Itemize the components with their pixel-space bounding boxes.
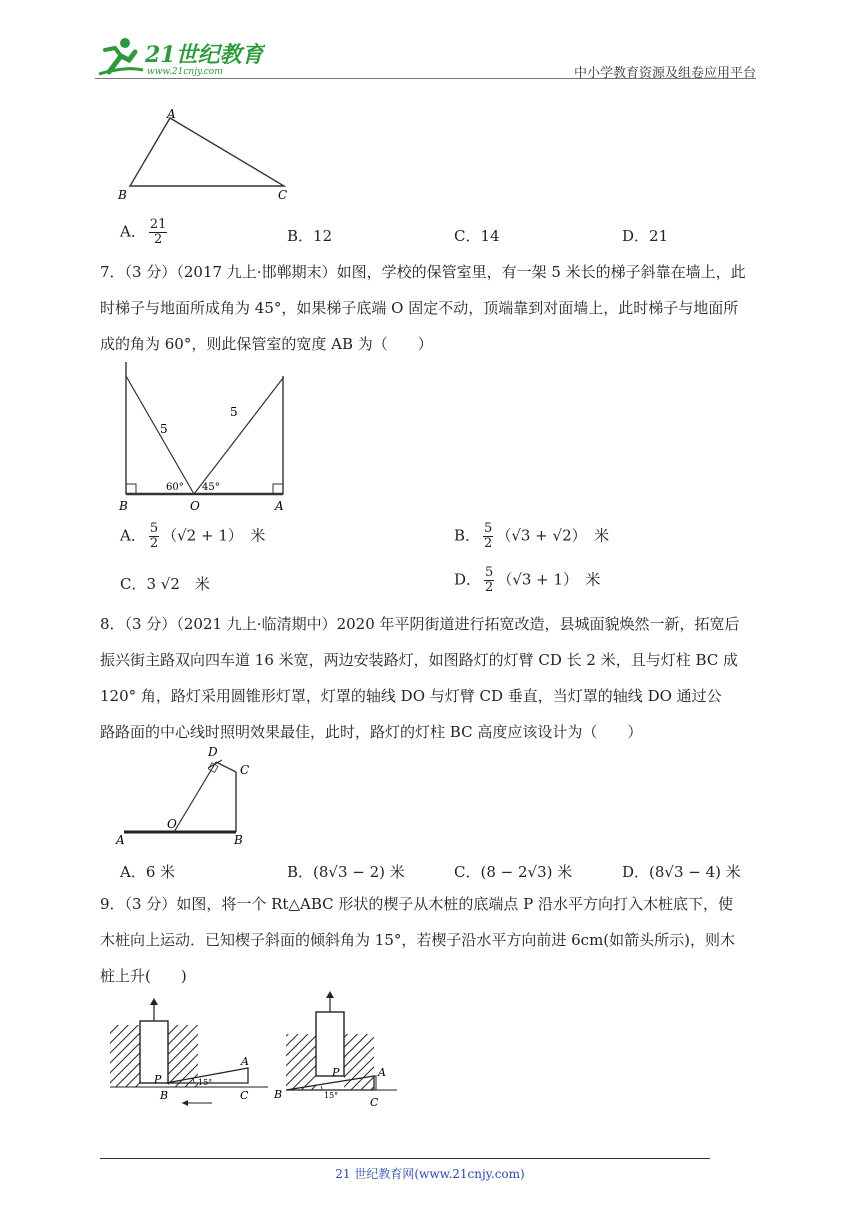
svg-text:C: C [240,1089,249,1102]
q7-option-a[interactable]: A． $\frac{5}{2}$ （√2 + 1） 米 [120,521,266,551]
label-c: C [278,188,288,202]
svg-text:B: B [119,499,128,513]
svg-text:C: C [370,1096,379,1109]
q8-stem: 8．（3 分）（2021 九上·临清期中）2020 年平阴街道进行拓宽改造，县城面貌焕然一新，拓宽后 振兴街主路双向四车道 16 米宽，两边安装路灯，如图路灯的灯臂 CD 长 2 米，且与灯柱 BC 成 120° 角，路灯采用圆锥形灯罩，灯罩的轴线 DO 与灯臂 CD 垂直，当灯罩的轴线 DO 通过公 路路面的中心线时照明效果最佳，此时，路灯的灯柱 BC 高度应该设计为（ ） [100,615,740,741]
svg-text:B: B [234,833,243,847]
svg-text:O: O [190,499,200,513]
q8-option-c[interactable]: C．(8 − 2√3) 米 [454,863,573,881]
logo-url-text: www.21cnjy.com [147,67,223,77]
svg-text:A: A [275,499,284,513]
svg-text:B: B [160,1089,169,1102]
runner-logo-icon [99,38,143,74]
q6-option-b[interactable]: B．12 [287,227,333,245]
label-b: B [118,188,127,202]
q8-option-b[interactable]: B．(8√3 − 2) 米 [287,863,405,881]
svg-text:B: B [274,1088,283,1101]
svg-text:45°: 45° [202,482,220,493]
svg-text:5: 5 [230,405,238,419]
svg-text:O: O [167,817,177,831]
q9-wedge-figure-1 [108,995,268,1114]
site-logo [95,34,265,80]
q6-triangle-figure [112,106,302,210]
footer-divider [100,1158,710,1159]
svg-text:15°: 15° [324,1091,339,1100]
label-a: A [167,107,176,121]
svg-text:P: P [332,1066,340,1079]
svg-text:A: A [116,833,125,847]
q9-stem: 9．（3 分）如图，将一个 Rt△ABC 形状的楔子从木桩的底端点 P 沿水平方向打入木桩底下，使 木桩向上运动．已知楔子斜面的倾斜角为 15°，若楔子沿水平方向前进 6cm(如箭头所示)，则木 桩上升( ) [100,895,735,985]
q6-option-a[interactable]: A． $\frac{21}{2}$ [120,217,167,247]
header-tagline: 中小学教育资源及组卷应用平台 [573,66,756,81]
svg-text:A: A [378,1066,386,1079]
q9-wedge-figure-2 [272,990,402,1114]
svg-text:P: P [154,1073,162,1086]
header-divider [95,78,756,79]
svg-text:A: A [241,1055,249,1068]
q6-option-d[interactable]: D．21 [622,227,669,245]
q8-option-a[interactable]: A．6 米 [120,863,176,881]
footer-link[interactable]: 21 世纪教育网(www.21cnjy.com) [335,1167,525,1181]
svg-text:D: D [208,745,218,759]
svg-text:5: 5 [160,422,168,436]
q7-option-c[interactable]: C．3 √2 米 [120,575,210,593]
q8-streetlight-figure [112,744,262,853]
svg-text:60°: 60° [166,482,184,493]
q7-stem: 7．（3 分）（2017 九上·邯郸期末）如图，学校的保管室里，有一架 5 米长的梯子斜靠在墙上，此 时梯子与地面所成角为 45°，如果梯子底端 O 固定不动，顶端靠到对面墙上，此时梯子与地面所 成的角为 60°，则此保管室的宽度 AB 为（ ） [100,263,746,353]
q7-ladder-figure [110,358,300,522]
svg-text:C: C [240,763,250,777]
q7-option-d[interactable]: D． $\frac{5}{2}$ （√3 + 1） 米 [454,565,601,595]
q7-option-b[interactable]: B． $\frac{5}{2}$ （√3 + √2） 米 [454,521,610,551]
logo-main-text: 21世纪教育 [145,42,264,68]
svg-text:15°: 15° [198,1078,213,1087]
q8-option-d[interactable]: D．(8√3 − 4) 米 [622,863,741,881]
q6-option-c[interactable]: C．14 [454,227,500,245]
